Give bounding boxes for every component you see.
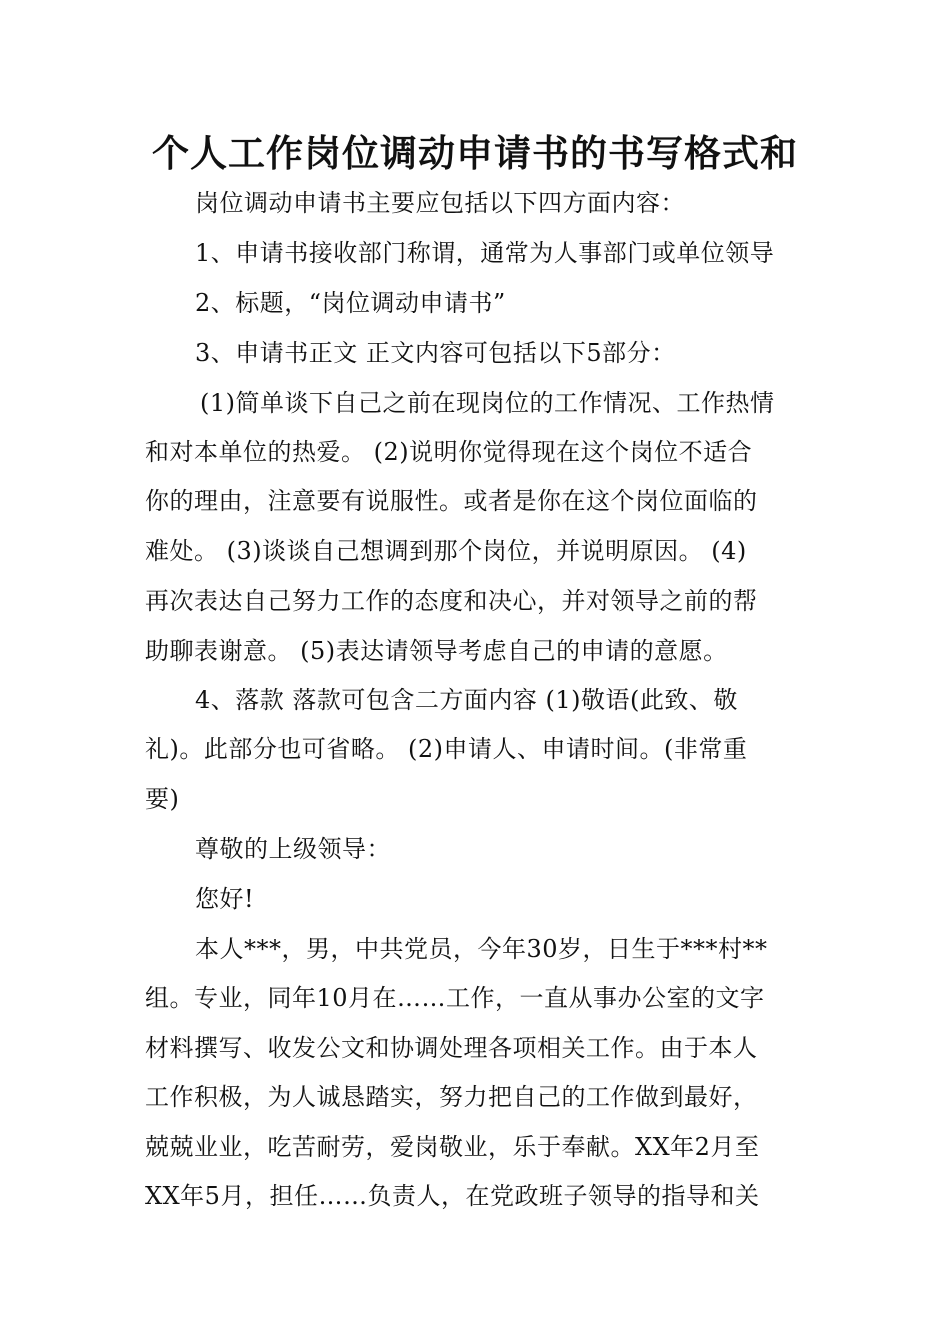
body-line: 助聊表谢意。 (5)表达请领导考虑自己的申请的意愿。 bbox=[145, 637, 728, 665]
letter-body-line: 本人***，男，中共党员，今年30岁，日生于***村** bbox=[195, 935, 768, 963]
greeting-line: 您好! bbox=[195, 885, 255, 913]
body-line: 再次表达自己努力工作的态度和决心，并对领导之前的帮 bbox=[145, 587, 758, 615]
letter-body-line: 工作积极，为人诚恳踏实，努力把自己的工作做到最好， bbox=[145, 1083, 758, 1111]
letter-body-line: 材料撰写、收发公文和协调处理各项相关工作。由于本人 bbox=[145, 1034, 758, 1062]
body-line: 难处。 (3)谈谈自己想调到那个岗位，并说明原因。 (4) bbox=[145, 537, 747, 565]
document-title: 个人工作岗位调动申请书的书写格式和 bbox=[152, 131, 798, 175]
body-line: 和对本单位的热爱。 (2)说明你觉得现在这个岗位不适合 bbox=[145, 438, 753, 466]
item-4-line: 4、落款 落款可包含二方面内容 (1)敬语(此致、敬 bbox=[195, 686, 738, 714]
body-line: (1)简单谈下自己之前在现岗位的工作情况、工作热情 bbox=[200, 389, 775, 417]
letter-body-line: 组。专业，同年10月在……工作，一直从事办公室的文字 bbox=[145, 984, 765, 1012]
body-line: 你的理由，注意要有说服性。或者是你在这个岗位面临的 bbox=[145, 487, 758, 515]
item-3-line: 3、申请书正文 正文内容可包括以下5部分： bbox=[195, 339, 676, 367]
body-line: 礼)。此部分也可省略。 (2)申请人、申请时间。(非常重 bbox=[145, 735, 748, 763]
item-2-line: 2、标题，“岗位调动申请书” bbox=[195, 289, 506, 317]
letter-body-line: XX年5月，担任……负责人，在党政班子领导的指导和关 bbox=[145, 1182, 760, 1210]
item-1-line: 1、申请书接收部门称谓，通常为人事部门或单位领导 bbox=[195, 239, 775, 267]
body-line: 要) bbox=[145, 785, 180, 813]
intro-line: 岗位调动申请书主要应包括以下四方面内容： bbox=[195, 189, 685, 217]
salutation-line: 尊敬的上级领导： bbox=[195, 835, 391, 863]
letter-body-line: 兢兢业业，吃苦耐劳，爱岗敬业，乐于奉献。XX年2月至 bbox=[145, 1133, 760, 1161]
